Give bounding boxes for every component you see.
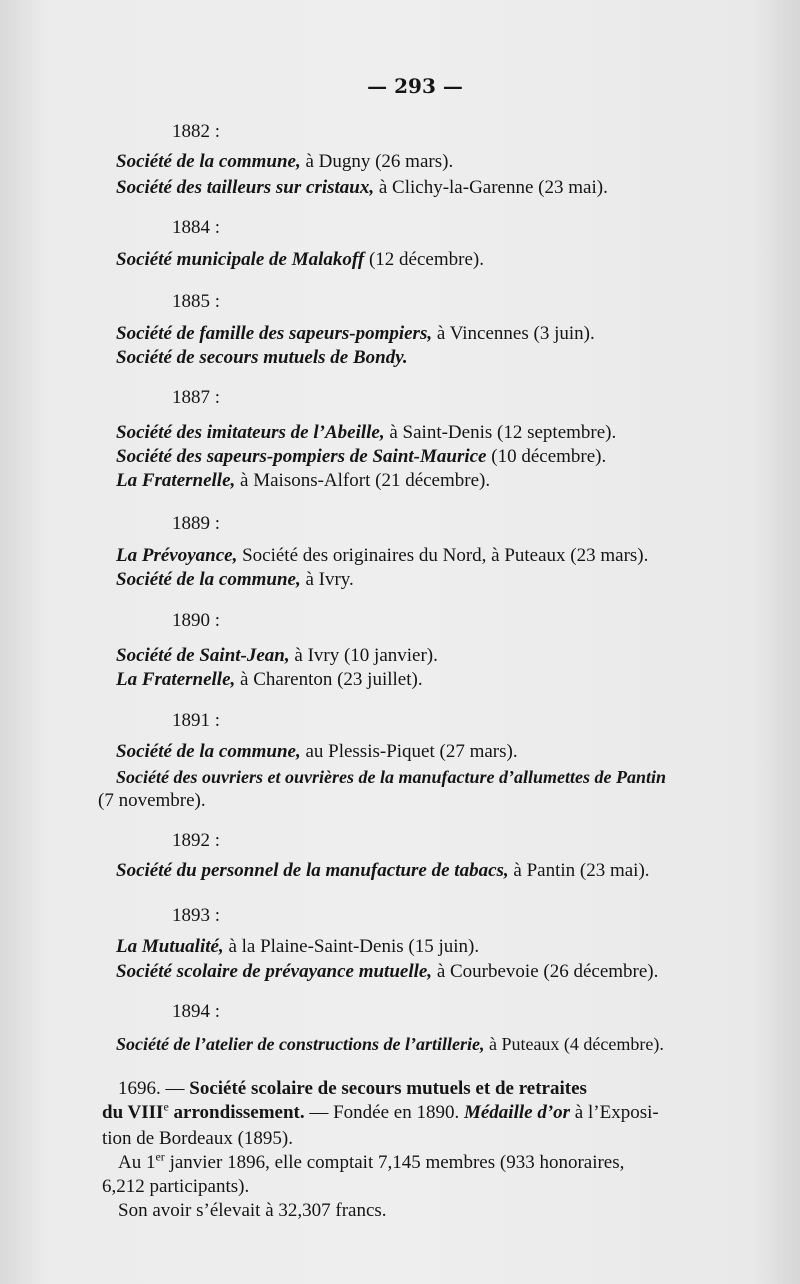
list-item: Société de la commune, à Ivry. bbox=[116, 569, 354, 590]
list-item: Société municipale de Malakoff (12 décembre). bbox=[116, 249, 484, 270]
list-item: Société de famille des sapeurs-pompiers, à Vincennes (3 juin). bbox=[116, 323, 595, 344]
year-heading: 1889 : bbox=[172, 513, 221, 534]
article-text-line: Son avoir s’élevait à 32,307 francs. bbox=[118, 1200, 387, 1221]
year-heading: 1884 : bbox=[172, 217, 221, 238]
page-number: — 293 — bbox=[367, 74, 463, 98]
year-heading: 1891 : bbox=[172, 710, 221, 731]
list-item: La Prévoyance, Société des originaires du Nord, à Puteaux (23 mars). bbox=[116, 545, 649, 566]
article-heading-line-2: du VIIIe arrondissement. — Fondée en 1890. Médaille d’or à l’Exposi- bbox=[102, 1099, 659, 1123]
year-heading: 1887 : bbox=[172, 387, 221, 408]
article-text-line: Au 1er janvier 1896, elle comptait 7,145 membres (933 honoraires, bbox=[118, 1149, 625, 1173]
list-item: Société de secours mutuels de Bondy. bbox=[116, 347, 408, 368]
list-item: Société des sapeurs-pompiers de Saint-Maurice (10 décembre). bbox=[116, 446, 607, 467]
list-item: (7 novembre). bbox=[98, 790, 206, 811]
list-item: La Fraternelle, à Charenton (23 juillet). bbox=[116, 669, 423, 690]
list-item: Société de Saint-Jean, à Ivry (10 janvier). bbox=[116, 645, 438, 666]
list-item: Société des imitateurs de l’Abeille, à Saint-Denis (12 septembre). bbox=[116, 422, 617, 443]
article-text-line: tion de Bordeaux (1895). bbox=[102, 1128, 294, 1149]
list-item: Société scolaire de prévayance mutuelle, à Courbevoie (26 décembre). bbox=[116, 961, 659, 982]
list-item: La Mutualité, à la Plaine-Saint-Denis (15 juin). bbox=[116, 936, 480, 957]
list-item: La Fraternelle, à Maisons-Alfort (21 décembre). bbox=[116, 470, 491, 491]
list-item: Société de la commune, à Dugny (26 mars). bbox=[116, 151, 454, 172]
year-heading: 1894 : bbox=[172, 1001, 221, 1022]
year-heading: 1892 : bbox=[172, 830, 221, 851]
list-item: Société de la commune, au Plessis-Piquet (27 mars). bbox=[116, 741, 518, 762]
list-item: Société des tailleurs sur cristaux, à Clichy-la-Garenne (23 mai). bbox=[116, 177, 608, 198]
list-item: Société de l’atelier de constructions de l’artillerie, à Puteaux (4 décembre). bbox=[116, 1034, 664, 1054]
article-text-line: 6,212 participants). bbox=[102, 1176, 250, 1197]
year-heading: 1893 : bbox=[172, 905, 221, 926]
article-heading-line-1: 1696. — Société scolaire de secours mutuels et de retraites bbox=[118, 1078, 587, 1099]
list-item: Société des ouvriers et ouvrières de la manufacture d’allumettes de Pantin bbox=[116, 767, 666, 787]
list-item: Société du personnel de la manufacture de tabacs, à Pantin (23 mai). bbox=[116, 860, 650, 881]
year-heading: 1890 : bbox=[172, 610, 221, 631]
year-heading: 1882 : bbox=[172, 121, 221, 142]
year-heading: 1885 : bbox=[172, 291, 221, 312]
